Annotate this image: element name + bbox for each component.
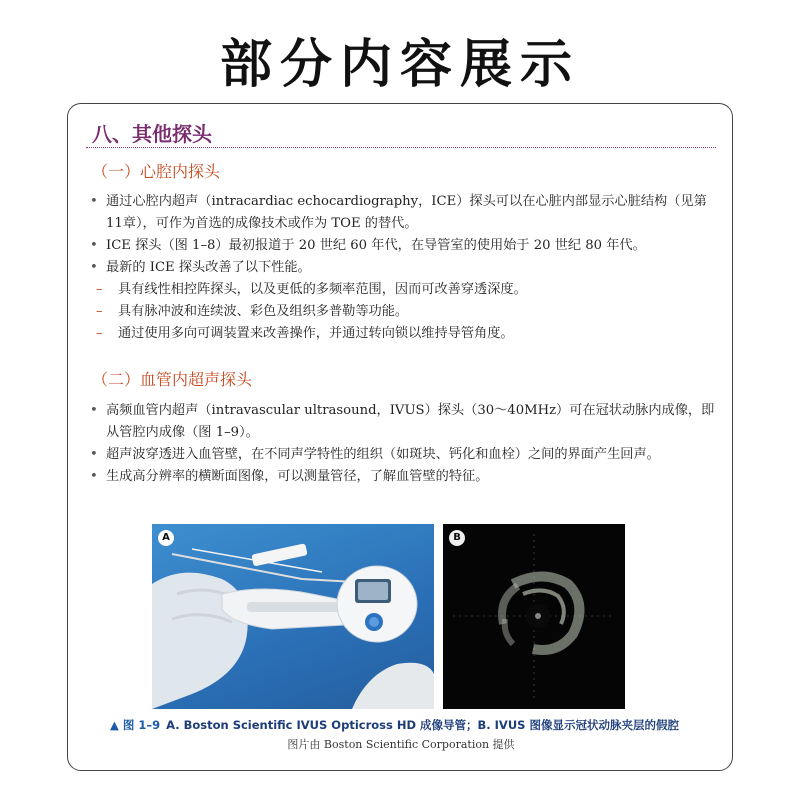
subsection-heading-ivus: （二）血管内超声探头 xyxy=(92,370,253,389)
ivus-image-drawing xyxy=(443,524,625,709)
panel-a-badge: A xyxy=(158,530,174,546)
ivus-list xyxy=(90,400,722,488)
figure-caption xyxy=(110,717,710,733)
list-item: • ICE 探头（图 1–8）最初报道于 20 世纪 60 年代，在导管室的使用始于 20 世纪 80 年代。 xyxy=(90,235,722,257)
list-item: • 超声波穿透进入血管壁，在不同声学特性的组织（如斑块、钙化和血栓）之间的界面产生回声。 xyxy=(90,444,722,466)
heading-divider xyxy=(86,147,716,148)
list-item: • 通过心腔内超声（intracardiac echocardiography，ICE）探头可以在心脏内部显示心脏结构（见第11章），可作为首选的成像技术或作为 TOE 的替代。 xyxy=(90,191,722,235)
list-item: • 最新的 ICE 探头改善了以下性能。 xyxy=(90,257,722,279)
ivus-cross-section-image xyxy=(443,524,625,709)
ivus-catheter-photo xyxy=(152,524,434,709)
figure-number: ▲ 图 1–9 xyxy=(110,718,161,732)
figure-caption-text: A. Boston Scientific IVUS Opticross HD 成像导管；B. IVUS 图像显示冠状动脉夹层的假腔 xyxy=(166,718,679,732)
sub-list-item: – 具有线性相控阵探头，以及更低的多频率范围，因而可改善穿透深度。 xyxy=(90,279,722,301)
sub-list-item: – 通过使用多向可调装置来改善操作，并通过转向锁以维持导管角度。 xyxy=(90,323,722,345)
list-item: • 生成高分辨率的横断面图像，可以测量管径，了解血管壁的特征。 xyxy=(90,466,722,488)
panel-b-badge: B xyxy=(449,530,465,546)
catheter-illustration xyxy=(152,524,434,709)
content-card xyxy=(67,103,733,771)
sub-list-item: – 具有脉冲波和连续波、彩色及组织多普勒等功能。 xyxy=(90,301,722,323)
ice-list xyxy=(90,191,722,345)
section-heading: 八、其他探头 xyxy=(92,122,212,146)
figure-credit: 图片由 Boston Scientific Corporation 提供 xyxy=(287,738,515,751)
list-item: • 高频血管内超声（intravascular ultrasound，IVUS）探头（30～40MHz）可在冠状动脉内成像，即从管腔内成像（图 1–9）。 xyxy=(90,400,722,444)
figure-1-9 xyxy=(152,524,625,709)
subsection-heading-ice: （一）心腔内探头 xyxy=(92,162,221,181)
page-banner-title: 部分内容展示 xyxy=(219,35,580,95)
